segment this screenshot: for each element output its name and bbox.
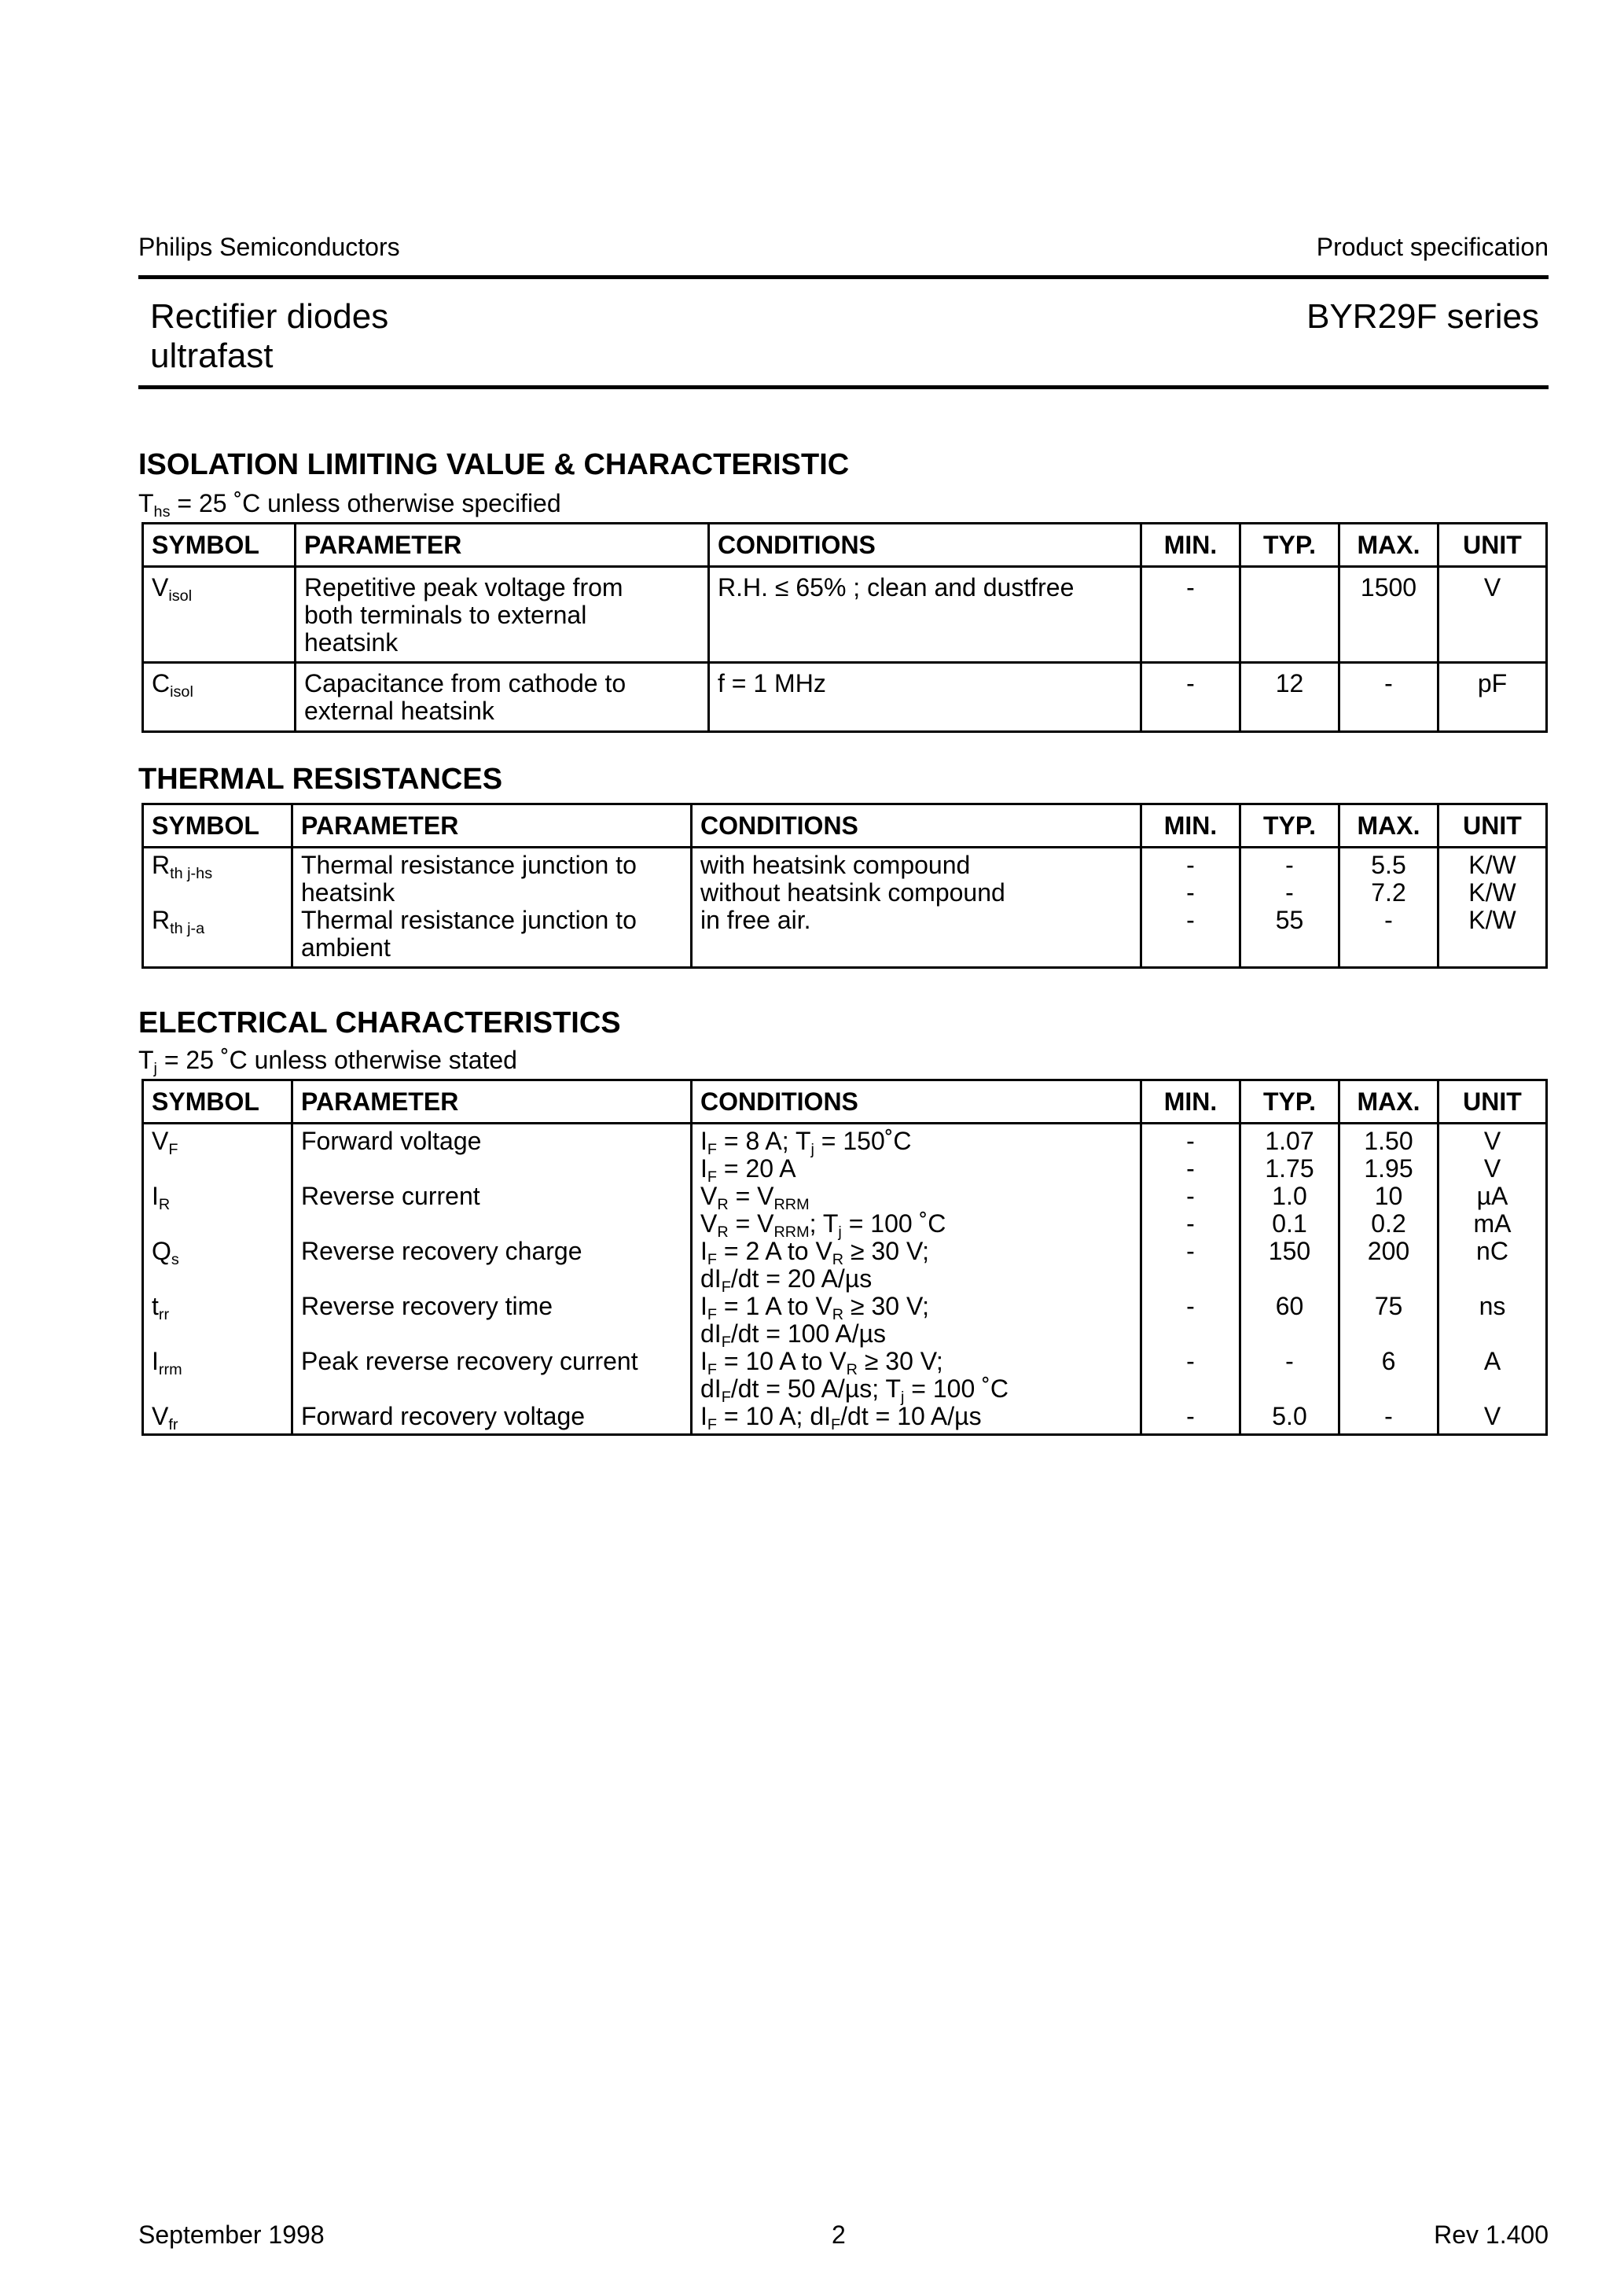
electrical-table [141, 1079, 1548, 1436]
header-rule [138, 275, 1549, 279]
table-row: $V_{isol}$ Repetitive peak voltage from both terminals to external heatsink R.H. ≤ 65% ; clean and dustfree - 1500 V [143, 567, 1547, 663]
isolation-table [141, 522, 1548, 733]
thermal-heading: THERMAL RESISTANCES [138, 763, 503, 796]
table-row: $C_{isol}$ Capacitance from cathode to external heatsink f = 1 MHz - 12 - pF [143, 663, 1547, 732]
col-typ: TYP. [1240, 524, 1339, 567]
document-type: Product specification [1316, 233, 1549, 261]
isolation-heading: ISOLATION LIMITING VALUE & CHARACTERISTIC [138, 448, 850, 481]
table-row: $R_{th j-hs}$ $R_{th j-a}$ Thermal resistance junction to heatsink Thermal resistance junction to ambient with heatsink compound without heatsink compound in free air. - - - - - 55 5.5 7.2 - K/W K/W K/W [143, 848, 1547, 968]
company-name: Philips Semiconductors [138, 233, 400, 261]
col-symbol: SYMBOL [143, 524, 296, 567]
product-title: Rectifier diodes ultrafast [150, 297, 389, 375]
col-parameter: PARAMETER [296, 524, 709, 567]
footer-revision: Rev 1.400 [1434, 2221, 1549, 2249]
table-header-row: SYMBOL PARAMETER CONDITIONS MIN. TYP. MAX. UNIT [143, 804, 1547, 848]
part-number: BYR29F series [1306, 297, 1539, 336]
isolation-condition-note: $T_{hs} = 25$ ˚C unless otherwise specified [138, 489, 561, 521]
table-row: $V_F$ $I_R$ $Q_s$ $t_{rr}$ $I_{rrm}$ $V_{fr}$ Forward voltage Reverse current Reverse recovery charge Reverse recovery time Peak reverse recovery current Forward recovery voltage $I_F = 8$ A; $T_j$ = 150˚C $I_F = 20$ A $V_R = V_{RRM}$ $V_R = V_{RRM}$; $T_j = 100$ ˚C $I_F = 2$ A to $V_R \ge 30$ V; $dI_F/dt = 20$ A/µs $I_F = 1$ A to $V_R \ge 30$ V; $dI_F/dt = 100$ A/µs $I_F = 10$ A to $V_R \ge 30$ V; $dI_F/dt = 50$ A/µs; $T_j = 100$ ˚C $I_F = 10$ A; $dI_F/dt = 10$ A/µs - - - - - - - - 1.07 1.75 1.0 0.1 150 60 - 5.0 1.50 1.95 10 0.2 200 75 6 - V V µA mA nC ns A V [143, 1124, 1547, 1435]
electrical-heading: ELECTRICAL CHARACTERISTICS [138, 1006, 621, 1039]
col-unit: UNIT [1438, 524, 1547, 567]
electrical-condition-note: $T_j = 25$ ˚C unless otherwise stated [138, 1046, 517, 1077]
footer-page-number: 2 [832, 2221, 846, 2249]
thermal-table [141, 803, 1548, 969]
table-header-row: SYMBOL PARAMETER CONDITIONS MIN. TYP. MAX. UNIT [143, 1080, 1547, 1124]
col-max: MAX. [1339, 524, 1438, 567]
footer-date: September 1998 [138, 2221, 325, 2249]
col-conditions: CONDITIONS [709, 524, 1141, 567]
col-min: MIN. [1141, 524, 1240, 567]
table-header-row [143, 524, 1547, 567]
title-rule [138, 385, 1549, 389]
